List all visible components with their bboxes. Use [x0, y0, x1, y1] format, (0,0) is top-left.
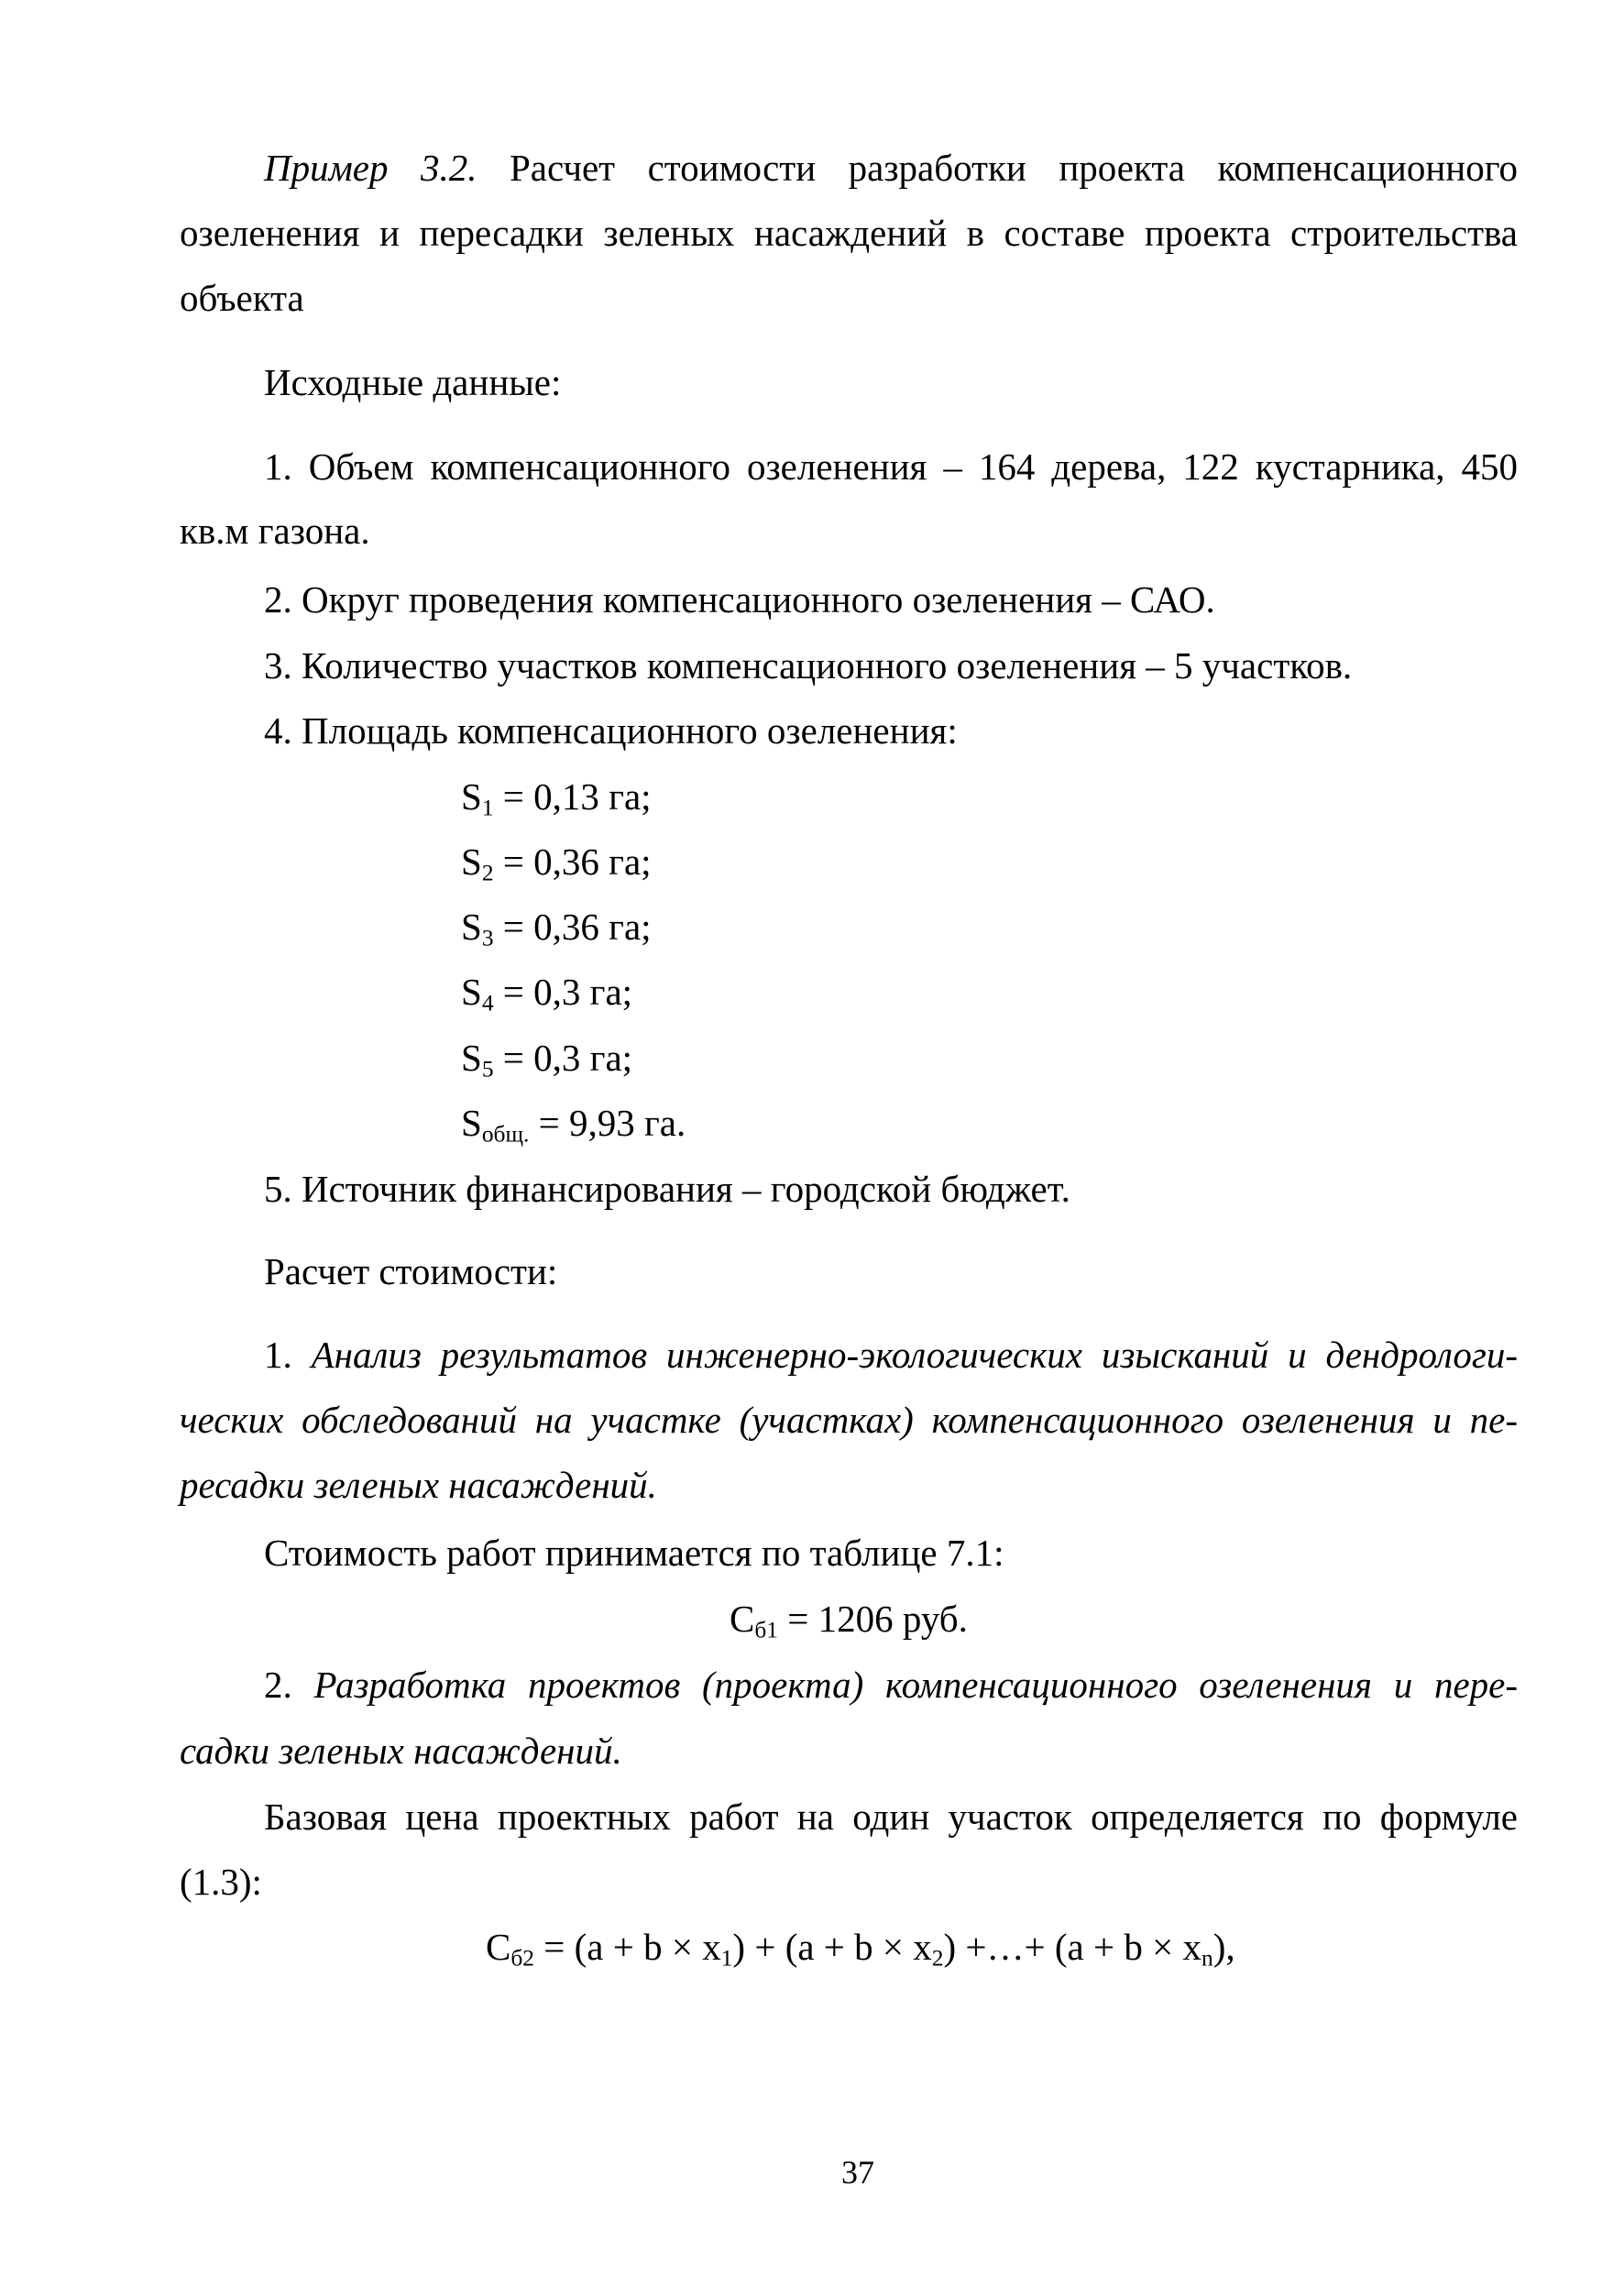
step-1-number: 1.	[264, 1334, 312, 1376]
item-1-line-1: 1. Объем компенсационного озеленения – 164 дерева, 122 кустарника, 450	[264, 445, 1518, 488]
step-1-line-2: ческих обследований на участке (участках) компенсационного озеленения и пе-	[180, 1399, 1518, 1441]
step-2-text-line-2: (1.3):	[180, 1861, 262, 1903]
step-2-text-line-1: Базовая цена проектных работ на один участок определяется по формуле	[264, 1796, 1518, 1838]
item-3: 3. Количество участков компенсационного озеленения – 5 участков.	[264, 644, 1353, 687]
area-s2: $S_2 = 0,36$ га;	[461, 840, 652, 886]
area-s4: $S_4 = 0,3$ га;	[461, 971, 633, 1016]
step-2-number: 2.	[264, 1664, 314, 1706]
step-1-formula: $С_{б1} = 1206$ руб.	[730, 1598, 968, 1643]
step-2-title-a: Разработка проектов (проекта) компенсационного озеленения и пере-	[313, 1664, 1518, 1706]
initial-data-heading: Исходные данные:	[264, 361, 562, 403]
step-1-line-3: ресадки зеленых насаждений.	[180, 1464, 657, 1506]
calculation-heading: Расчет стоимости:	[264, 1250, 558, 1292]
step-2-line-2: садки зеленых насаждений.	[180, 1730, 622, 1772]
page-number: 37	[841, 2154, 874, 2191]
example-title-line-1	[264, 149, 1518, 187]
example-title-line-3: объекта	[180, 277, 304, 319]
item-5: 5. Источник финансирования – городской бюджет.	[264, 1168, 1070, 1210]
step-2-formula: $С_{б2} = (a + b \times x_1) + (a + b \times x_2)$ +…+ $(a + b \times x_n)$,	[486, 1926, 1235, 1972]
area-s5: $S_5 = 0,3$ га;	[461, 1037, 633, 1082]
area-total: $S_{общ.} = 9,93$ га.	[461, 1102, 686, 1148]
item-4: 4. Площадь компенсационного озеленения:	[264, 709, 958, 752]
area-s1: $S_1 = 0,13$ га;	[461, 775, 652, 821]
example-title-text: Расчет стоимости разработки проекта компенсационного	[509, 147, 1518, 189]
example-label: Пример 3.2.	[264, 147, 477, 189]
example-title-line-2: озеленения и пересадки зеленых насаждений в составе проекта строительства	[180, 212, 1518, 254]
item-2: 2. Округ проведения компенсационного озеленения – САО.	[264, 578, 1215, 621]
step-2-line-1	[264, 1666, 1518, 1704]
step-1-title-a: Анализ результатов инженерно-экологических изысканий и дендрологи-	[311, 1334, 1518, 1376]
area-s3: $S_3 = 0,36$ га;	[461, 906, 652, 951]
item-1-line-2: кв.м газона.	[180, 510, 370, 552]
step-1-text: Стоимость работ принимается по таблице 7.1:	[264, 1532, 1004, 1574]
step-1-line-1	[264, 1336, 1518, 1374]
